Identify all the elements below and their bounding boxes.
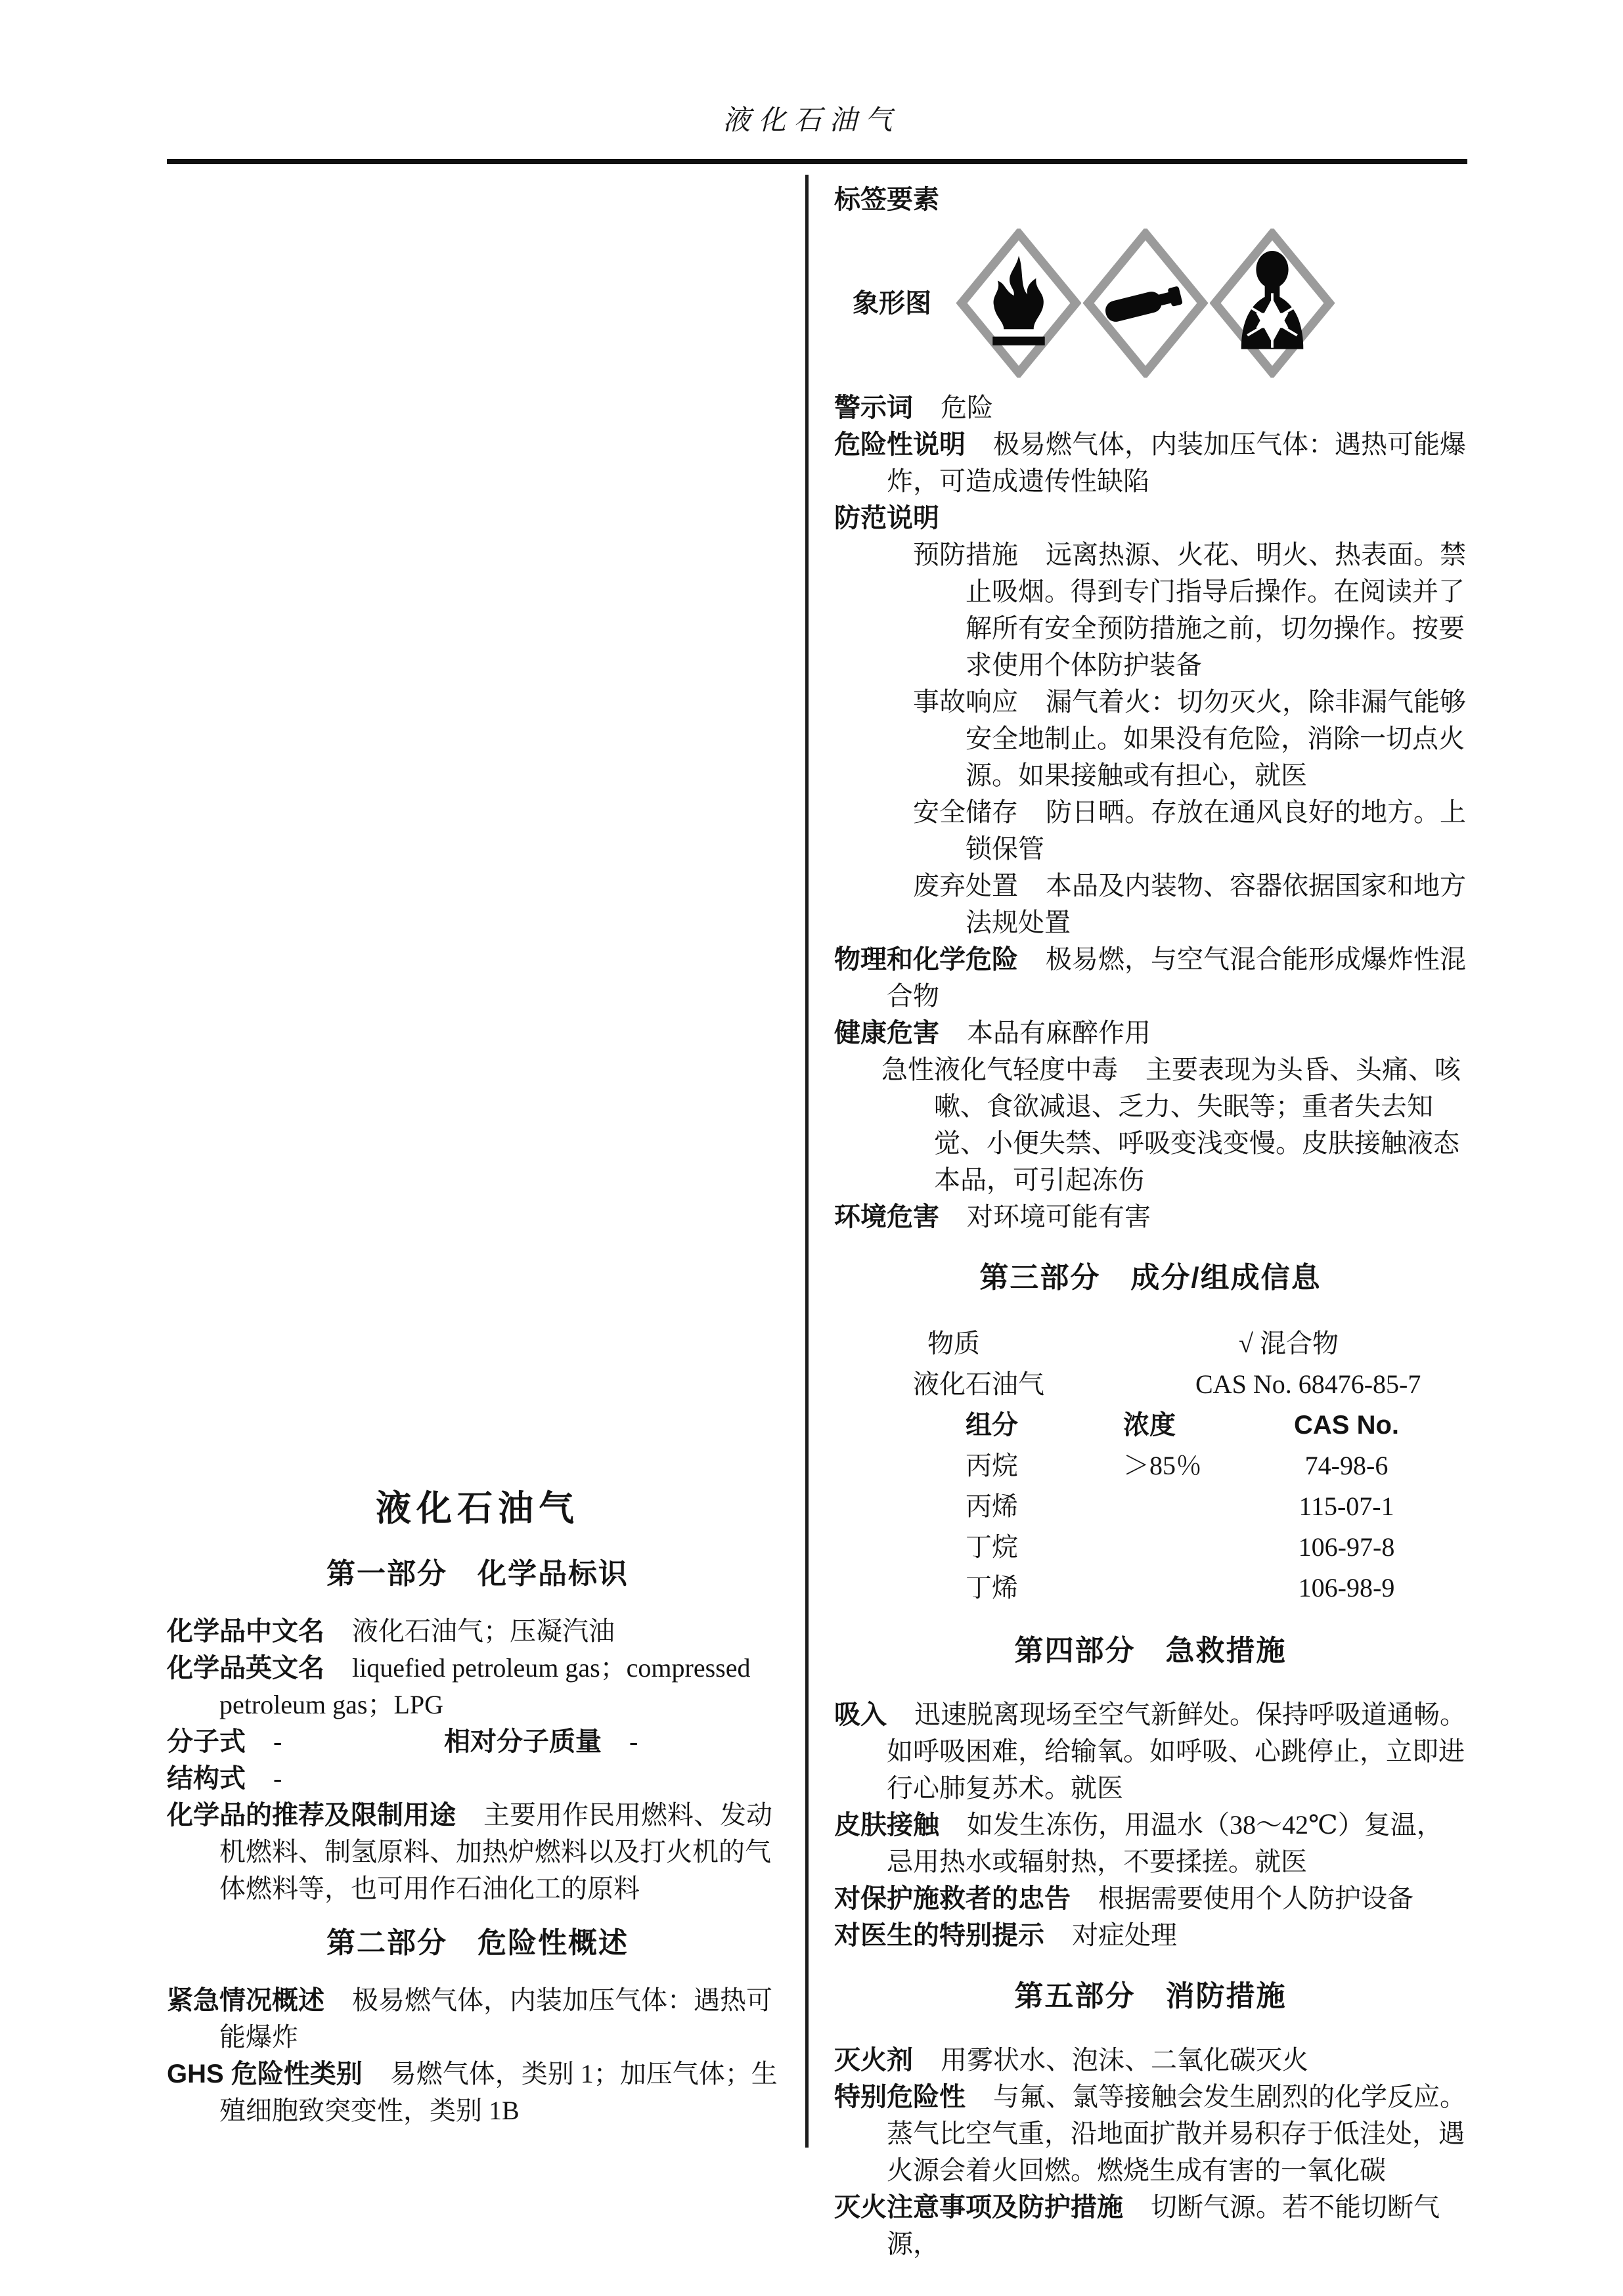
pictogram-row [834,229,1467,378]
composition-table [834,1323,1467,1608]
field-value: - [273,1763,282,1793]
field-special-hazards [834,2079,1467,2189]
field-value: 根据需要使用个人防护设备 [1098,1884,1413,1913]
field-rescuer-advice [834,1880,1467,1917]
field-chemical-english-name [167,1650,788,1723]
table-row [834,1527,1467,1568]
field-firefighting-precautions [834,2189,1467,2263]
cas-cell: 106-98-9 [1298,1573,1395,1602]
table-row [834,1568,1467,1608]
field-label: 预防措施 [913,540,1018,569]
field-value: 切断气源。若不能切断气源， [887,2192,1440,2259]
field-relative-molecular-mass [444,1723,638,1760]
component-cell: 丙烯 [966,1491,1018,1521]
field-label: 标签要素 [834,185,939,214]
field-label: 健康危害 [834,1019,939,1048]
field-label: 事故响应 [913,687,1018,717]
precaution-item-prevention [913,537,1467,684]
field-label: 相对分子质量 [444,1727,602,1756]
field-label: 对保护施救者的忠告 [834,1884,1071,1913]
gas-cylinder-pictogram-icon [1083,229,1208,378]
column-header: CAS No. [1294,1411,1399,1440]
field-molecular-formula [167,1723,444,1760]
field-physical-chemical-hazard [834,941,1467,1015]
field-value: 液化石油气；压凝汽油 [352,1616,615,1646]
precaution-item-response [913,684,1467,794]
substance-label: 物质 [927,1329,980,1358]
field-hazard-statement [834,426,1467,500]
field-label: 灭火注意事项及防护措施 [834,2193,1123,2222]
field-label: 灭火剂 [834,2046,913,2075]
field-environmental-hazard [834,1199,1467,1235]
field-label: 化学品英文名 [167,1654,324,1683]
checkmark-icon: √ [1239,1329,1253,1358]
concentration-cell: ＞85％ [1123,1451,1202,1480]
field-label: 危险性说明 [834,430,966,459]
field-label: 物理和化学危险 [834,945,1018,974]
field-skin-contact [834,1807,1467,1880]
field-label: 化学品的推荐及限制用途 [167,1801,456,1830]
field-label: 皮肤接触 [834,1811,939,1840]
field-value: - [273,1727,282,1756]
section4-heading: 第四部分 急救措施 [1014,1635,1287,1667]
health-hazard-pictogram-icon [1210,229,1335,378]
label-elements-title [834,181,1467,218]
field-value: 本品及内装物、容器依据国家和地方法规处置 [966,871,1466,937]
field-value: 漏气着火：切勿灭火，除非漏气能够安全地制止。如果没有危险，消除一切点火源。如果接触或有担心，就医 [966,687,1466,790]
field-label: 紧急情况概述 [167,1986,324,2015]
column-header: 浓度 [1123,1411,1176,1440]
right-column [834,181,1467,2263]
field-emergency-overview [167,1982,788,2056]
field-structural-formula [167,1760,788,1797]
left-column [167,1486,788,2129]
product-cas: CAS No. 68476-85-7 [1195,1369,1421,1399]
mixture-cell [1239,1323,1339,1364]
field-label: 化学品中文名 [167,1617,324,1646]
field-label: 警示词 [834,393,913,422]
field-label: 环境危害 [834,1203,939,1231]
table-header-row [834,1405,1467,1446]
field-label: 防范说明 [834,504,939,533]
field-label: 安全储存 [913,797,1018,827]
concentration-cell [1123,1486,1255,1527]
column-divider-rule [805,175,809,2148]
field-value: 用雾状水、泡沫、二氧化碳灭火 [941,2045,1308,2075]
field-value: 远离热源、火花、明火、热表面。禁止吸烟。得到专门指导后操作。在阅读并了解所有安全预防措施之前，切勿操作。按要求使用个体防护装备 [966,540,1466,680]
field-label: 吸入 [834,1700,887,1729]
field-label: 对医生的特别提示 [834,1921,1044,1950]
running-header: 液化石油气 [723,106,900,136]
product-name: 液化石油气 [913,1369,1044,1399]
pictogram-label: 象形图 [853,288,931,318]
field-label: 特别危险性 [834,2083,966,2111]
field-value: 极易燃，与空气混合能形成爆炸性混合物 [887,944,1466,1011]
header-rule [167,159,1467,164]
field-formula-row [167,1723,788,1760]
cas-cell: 106-97-8 [1298,1532,1395,1562]
field-ghs-classification [167,2056,788,2129]
field-label: 分子式 [167,1727,246,1756]
field-signal-word [834,389,1467,426]
concentration-cell [1123,1527,1255,1568]
section2-heading: 第二部分 危险性概述 [326,1927,629,1959]
field-recommended-uses [167,1797,788,1907]
field-value: 对环境可能有害 [967,1202,1151,1231]
field-value: 迅速脱离现场至空气新鲜处。保持呼吸道通畅。如呼吸困难，给输氧。如呼吸、心跳停止，立即进行心肺复苏术。就医 [887,1700,1466,1803]
precaution-item-storage [913,794,1467,868]
column-header: 组分 [966,1411,1018,1440]
field-value: 与氟、氯等接触会发生剧烈的化学反应。蒸气比空气重，沿地面扩散并易积存于低洼处，遇火源会着火回燃。燃烧生成有害的一氧化碳 [887,2082,1466,2185]
field-label: 急性液化气轻度中毒 [881,1055,1118,1084]
field-acute-poisoning [881,1051,1467,1199]
field-health-hazard [834,1015,1467,1051]
field-extinguishing-media [834,2042,1467,2079]
field-chemical-chinese-name [167,1613,788,1650]
component-cell: 丁烷 [966,1532,1018,1562]
field-value: - [629,1727,638,1756]
table-row [834,1446,1467,1486]
field-value: 主要表现为头昏、头痛、咳嗽、食欲减退、乏力、失眠等；重者失去知觉、小便失禁、呼吸变浅变慢。皮肤接触液态本品，可引起冻伤 [934,1055,1461,1195]
field-inhalation [834,1696,1467,1807]
field-value: 极易燃气体，内装加压气体：遇热可能爆炸，可造成遗传性缺陷 [887,430,1466,496]
cas-cell: 74-98-6 [1304,1451,1389,1480]
field-value: 如发生冻伤，用温水（38～42℃）复温，忌用热水或辐射热，不要揉搓。就医 [887,1810,1443,1876]
substance-row [834,1323,1467,1364]
mixture-label: 混合物 [1259,1329,1339,1358]
field-value: 主要用作民用燃料、发动机燃料、制氢原料、加热炉燃料以及打火机的气体燃料等，也可用作石油化工的原料 [219,1800,772,1903]
field-label: 废弃处置 [913,871,1018,900]
precaution-item-disposal [913,868,1467,941]
field-value: liquefied petroleum gas；compressed petroleum gas；LPG [219,1653,751,1719]
precaution-heading [834,500,1467,537]
cas-cell: 115-07-1 [1299,1491,1394,1521]
document-title: 液化石油气 [376,1489,579,1528]
field-value: 极易燃气体，内装加压气体：遇热可能爆炸 [219,1985,772,2052]
component-cell: 丙烷 [966,1451,1018,1480]
field-value: 本品有麻醉作用 [967,1018,1151,1048]
concentration-cell [1123,1568,1255,1608]
product-row [834,1364,1467,1405]
section5-heading: 第五部分 消防措施 [1014,1980,1287,2012]
flame-pictogram-icon [956,229,1081,378]
section1-heading: 第一部分 化学品标识 [326,1558,629,1590]
field-value: 对症处理 [1072,1920,1177,1950]
field-value: 易燃气体，类别 1；加压气体；生殖细胞致突变性，类别 1B [219,2059,778,2125]
field-notes-to-physician [834,1917,1467,1954]
field-value: 危险 [941,393,993,422]
component-cell: 丁烯 [966,1573,1018,1602]
section3-heading: 第三部分 成分/组成信息 [979,1262,1322,1294]
table-row [834,1486,1467,1527]
field-value: 防日晒。存放在通风良好的地方。上锁保管 [966,797,1466,864]
field-label: 结构式 [167,1764,246,1793]
field-label: GHS 危险性类别 [167,2060,363,2088]
